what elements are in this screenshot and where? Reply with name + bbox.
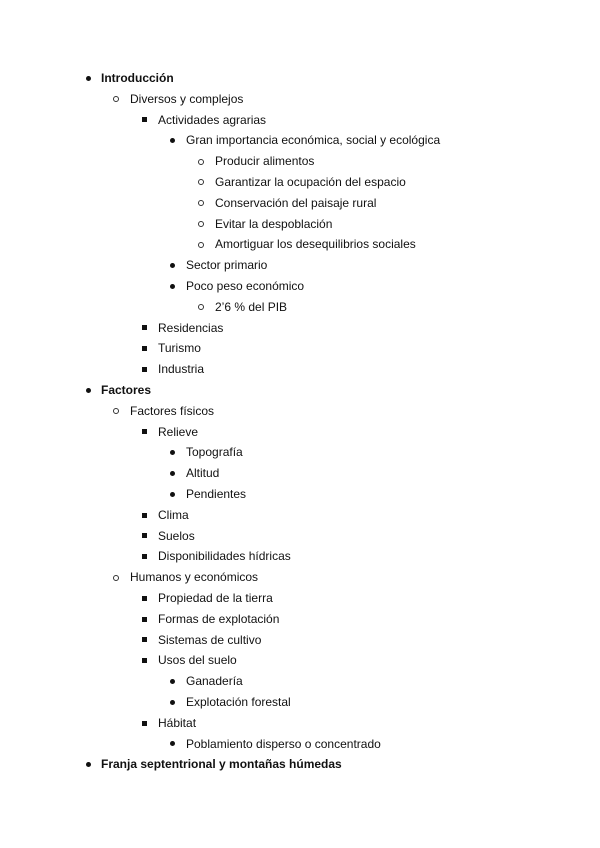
outline-item	[0, 526, 600, 547]
disc-icon	[82, 68, 94, 89]
section-heading	[0, 68, 600, 89]
outline-item-text: Franja septentrional y montañas húmedas	[101, 757, 342, 772]
outline-item-text: Poco peso económico	[186, 278, 305, 293]
disc-icon	[166, 276, 178, 297]
outline-item	[0, 276, 600, 297]
outline-item	[0, 359, 600, 380]
outline-item	[0, 172, 600, 193]
circle-icon	[195, 172, 207, 193]
outline-item-text: Clima	[158, 507, 189, 522]
outline-item	[0, 734, 600, 755]
disc-icon	[82, 754, 94, 775]
outline-item-text: Explotación forestal	[186, 694, 291, 709]
square-icon	[138, 318, 150, 339]
square-icon	[138, 526, 150, 547]
outline-item-text: Hábitat	[158, 715, 197, 730]
outline-item	[0, 318, 600, 339]
disc-icon	[166, 484, 178, 505]
outline-item-text: Conservación del paisaje rural	[215, 195, 377, 210]
outline-item	[0, 338, 600, 359]
outline-item-text: Sector primario	[186, 258, 268, 273]
outline-item	[0, 89, 600, 110]
outline-item-text: Actividades agrarias	[158, 112, 267, 127]
square-icon	[138, 422, 150, 443]
outline-item-text: Diversos y complejos	[130, 91, 244, 106]
outline-item	[0, 692, 600, 713]
outline-item-text: Humanos y económicos	[130, 570, 259, 585]
outline-item-text: Relieve	[158, 424, 199, 439]
outline-item	[0, 442, 600, 463]
outline-item-text: Introducción	[101, 71, 174, 85]
outline-item	[0, 484, 600, 505]
disc-icon	[166, 692, 178, 713]
outline-item	[0, 297, 600, 318]
circle-icon	[110, 89, 122, 110]
disc-icon	[166, 442, 178, 463]
outline-item	[0, 505, 600, 526]
outline-item-text: Factores	[101, 382, 152, 397]
square-icon	[138, 609, 150, 630]
square-icon	[138, 110, 150, 131]
square-icon	[138, 713, 150, 734]
square-icon	[138, 588, 150, 609]
outline-item-text: Altitud	[186, 466, 220, 481]
square-icon	[138, 338, 150, 359]
outline-item-text: Usos del suelo	[158, 653, 237, 668]
outline-item	[0, 151, 600, 172]
disc-icon	[166, 130, 178, 151]
outline-item-text: Pendientes	[186, 486, 247, 501]
square-icon	[138, 650, 150, 671]
outline-item-text: Disponibilidades hídricas	[158, 549, 291, 564]
square-icon	[138, 546, 150, 567]
circle-icon	[110, 401, 122, 422]
outline-item-text: Amortiguar los desequilibrios sociales	[215, 237, 416, 252]
circle-icon	[195, 193, 207, 214]
outline-item-text: Producir alimentos	[215, 154, 315, 169]
circle-icon	[195, 234, 207, 255]
outline-item-text: Poblamiento disperso o concentrado	[186, 736, 381, 751]
outline-item-text: Suelos	[158, 528, 195, 543]
circle-icon	[195, 297, 207, 318]
outline-item-text: Garantizar la ocupación del espacio	[215, 174, 406, 189]
outline-item-text: 2’6 % del PIB	[215, 299, 288, 314]
outline-item-text: Residencias	[158, 320, 224, 335]
square-icon	[138, 359, 150, 380]
outline-item-text: Turismo	[158, 341, 201, 356]
disc-icon	[166, 255, 178, 276]
outline-item	[0, 214, 600, 235]
outline-item-text: Factores físicos	[130, 403, 215, 418]
outline-item	[0, 671, 600, 692]
outline-item	[0, 630, 600, 651]
outline-item	[0, 546, 600, 567]
section-heading	[0, 380, 600, 401]
section-heading	[0, 754, 600, 775]
outline-item-text: Propiedad de la tierra	[158, 590, 273, 605]
disc-icon	[82, 380, 94, 401]
outline-item	[0, 713, 600, 734]
outline-item	[0, 234, 600, 255]
outline-item	[0, 193, 600, 214]
outline-item	[0, 255, 600, 276]
outline-item	[0, 401, 600, 422]
outline-item	[0, 463, 600, 484]
circle-icon	[195, 151, 207, 172]
outline-item-text: Gran importancia económica, social y ecológica	[186, 133, 441, 148]
square-icon	[138, 630, 150, 651]
square-icon	[138, 505, 150, 526]
outline-item	[0, 110, 600, 131]
outline-item-text: Topografía	[186, 445, 243, 460]
outline-item	[0, 130, 600, 151]
outline-item-text: Evitar la despoblación	[215, 216, 333, 231]
disc-icon	[166, 734, 178, 755]
circle-icon	[195, 214, 207, 235]
disc-icon	[166, 463, 178, 484]
outline-item-text: Sistemas de cultivo	[158, 632, 262, 647]
outline-item	[0, 650, 600, 671]
outline-item-text: Ganadería	[186, 674, 243, 689]
outline-item	[0, 588, 600, 609]
outline-item-text: Formas de explotación	[158, 611, 280, 626]
disc-icon	[166, 671, 178, 692]
circle-icon	[110, 567, 122, 588]
outline-item	[0, 567, 600, 588]
outline-item	[0, 609, 600, 630]
outline-item	[0, 422, 600, 443]
outline-document	[0, 68, 600, 775]
outline-item-text: Industria	[158, 362, 205, 377]
